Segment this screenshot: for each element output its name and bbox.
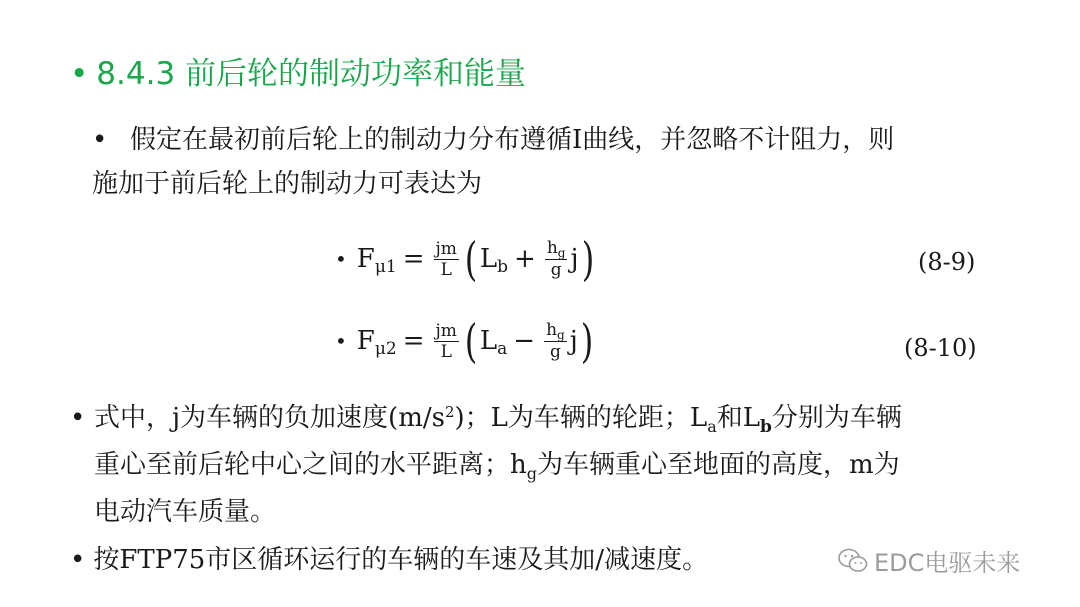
paragraph-line: 假定在最初前后轮上的制动力分布遵循I曲线，并忽略不计阻力，则 [130,125,895,155]
numerator-sub: g [557,246,566,260]
watermark-text: EDC电驱未来 [874,549,1021,577]
wechat-icon [838,548,868,574]
fraction-denominator: L [440,341,452,362]
fraction-numerator: jm [435,238,457,259]
heading-bullet: • [70,56,89,92]
eq-lhs-sub: μ2 [374,339,397,359]
fraction-numerator: jm [435,320,457,341]
eq-lhs: F [356,244,375,274]
equation-front-brake-force [335,232,596,286]
text-segment: 分别为车辆 [771,403,902,433]
paragraph-line: 施加于前后轮上的制动力可表达为 [92,169,483,199]
close-paren: ) [581,232,594,286]
eq-term-sub: a [497,339,508,359]
text-segment: 为车辆重心至地面的高度，m为 [537,450,900,480]
equation-number: (8-9) [918,248,976,276]
paragraph-variable-definitions [70,396,1000,534]
heading-text: 8.4.3 前后轮的制动功率和能量 [96,56,527,92]
superscript: 2 [444,403,455,421]
fraction-numerator [545,238,568,260]
eq-fraction [544,320,567,362]
numerator-sub: g [557,328,565,342]
paragraph-assumption [92,118,1012,206]
equation-rear-brake-force [335,314,596,368]
open-paren: ( [464,232,478,286]
bullet: • [92,125,108,155]
text-segment: 重心至前后轮中心之间的水平距离；h [94,450,527,480]
subscript: a [707,417,717,436]
eq-equals: = [402,244,425,274]
eq-operator: + [514,244,536,274]
eq-lhs: F [356,326,375,356]
paragraph-text: 按FTP75市区循环运行的车辆的车速及其加/减速度。 [93,545,709,575]
subscript: b [760,417,772,437]
numerator-base: h [546,320,558,340]
eq-fraction [434,321,459,362]
bullet: • [335,329,347,353]
subscript: g [526,464,537,483]
bullet: • [335,247,347,271]
eq-tail: j [569,326,578,356]
close-paren: ) [580,314,594,368]
watermark [838,543,1020,578]
text-segment: )；L为车辆的轮距；L [454,403,708,433]
eq-fraction [434,239,459,280]
text-segment: 电动汽车质量。 [94,497,277,527]
equation-number: (8-10) [904,334,977,362]
fraction-denominator: L [440,259,452,280]
open-paren: ( [464,314,478,368]
section-heading [70,48,526,93]
text-segment: 式中，j为车辆的负加速度(m/s [94,403,445,433]
fraction-denominator: g [550,260,562,280]
numerator-base: h [546,238,558,258]
eq-operator: − [513,326,536,356]
bullet: • [70,545,86,575]
eq-equals: = [402,326,425,356]
eq-tail: j [570,244,579,274]
eq-term: L [479,326,498,356]
fraction-numerator [544,320,567,342]
text-segment: 和L [716,403,761,433]
fraction-denominator: g [549,342,561,362]
paragraph-ftp75 [70,538,870,582]
eq-term-sub: b [497,257,509,277]
eq-lhs-sub: μ1 [374,257,397,277]
eq-fraction [545,238,568,280]
eq-term: L [479,244,498,274]
bullet: • [70,403,86,433]
